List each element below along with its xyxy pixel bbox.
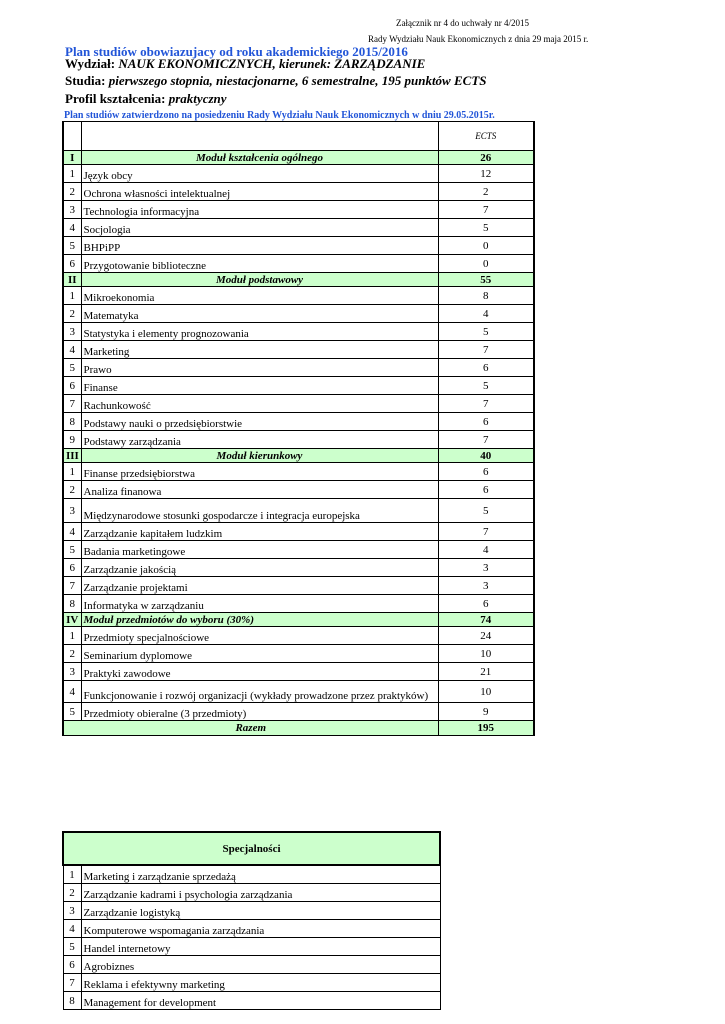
list-item xyxy=(63,884,440,902)
list-item xyxy=(63,920,440,938)
table-row xyxy=(63,201,534,219)
specialization-number: 7 xyxy=(63,974,81,992)
specialization-name: Handel internetowy xyxy=(81,938,440,956)
row-number: 3 xyxy=(63,499,81,523)
table-row xyxy=(63,413,534,431)
specialization-number: 5 xyxy=(63,938,81,956)
table-row xyxy=(63,219,534,237)
course-ects: 3 xyxy=(438,559,534,577)
table-row xyxy=(63,559,534,577)
table-row xyxy=(63,395,534,413)
table-header-row xyxy=(63,122,534,151)
course-name: Rachunkowość xyxy=(81,395,438,413)
row-number: 8 xyxy=(63,595,81,613)
course-name: Międzynarodowe stosunki gospodarcze i integracja europejska xyxy=(81,499,438,523)
row-number: 2 xyxy=(63,305,81,323)
course-name: Zarządzanie kapitałem ludzkim xyxy=(81,523,438,541)
course-ects: 0 xyxy=(438,255,534,273)
module-ects: 74 xyxy=(438,613,534,627)
course-name: Prawo xyxy=(81,359,438,377)
table-row xyxy=(63,627,534,645)
specialization-number: 8 xyxy=(63,992,81,1010)
course-ects: 7 xyxy=(438,341,534,359)
course-name: BHPiPP xyxy=(81,237,438,255)
course-ects: 7 xyxy=(438,431,534,449)
course-name: Finanse xyxy=(81,377,438,395)
course-ects: 24 xyxy=(438,627,534,645)
course-ects: 7 xyxy=(438,523,534,541)
table-row xyxy=(63,237,534,255)
course-ects: 4 xyxy=(438,305,534,323)
course-name: Przedmioty obieralne (3 przedmioty) xyxy=(81,703,438,721)
row-number: 3 xyxy=(63,201,81,219)
row-number: 3 xyxy=(63,663,81,681)
specializations-header-row xyxy=(63,832,440,865)
row-number: 6 xyxy=(63,377,81,395)
specialization-number: 2 xyxy=(63,884,81,902)
specializations-title: Specjalności xyxy=(63,832,440,865)
module-number: II xyxy=(63,273,81,287)
table-row xyxy=(63,255,534,273)
list-item xyxy=(63,992,440,1010)
specialization-name: Zarządzanie logistyką xyxy=(81,902,440,920)
module-ects: 40 xyxy=(438,449,534,463)
table-row xyxy=(63,481,534,499)
row-number: 3 xyxy=(63,323,81,341)
course-ects: 6 xyxy=(438,413,534,431)
row-number: 4 xyxy=(63,681,81,703)
row-number: 6 xyxy=(63,559,81,577)
course-name: Zarządzanie jakością xyxy=(81,559,438,577)
course-name: Język obcy xyxy=(81,165,438,183)
module-title: Moduł kierunkowy xyxy=(81,449,438,463)
table-row xyxy=(63,645,534,663)
course-ects: 5 xyxy=(438,499,534,523)
list-item xyxy=(63,938,440,956)
course-ects: 21 xyxy=(438,663,534,681)
course-ects: 7 xyxy=(438,201,534,219)
row-number: 7 xyxy=(63,395,81,413)
table-row xyxy=(63,703,534,721)
course-ects: 7 xyxy=(438,395,534,413)
course-name: Praktyki zawodowe xyxy=(81,663,438,681)
table-row xyxy=(63,463,534,481)
module-row xyxy=(63,613,534,627)
table-row xyxy=(63,577,534,595)
specialization-name: Reklama i efektywny marketing xyxy=(81,974,440,992)
course-name: Przedmioty specjalnościowe xyxy=(81,627,438,645)
row-number: 5 xyxy=(63,541,81,559)
table-row xyxy=(63,359,534,377)
row-number: 1 xyxy=(63,627,81,645)
course-ects: 12 xyxy=(438,165,534,183)
row-number: 1 xyxy=(63,287,81,305)
table-row xyxy=(63,165,534,183)
row-number: 5 xyxy=(63,237,81,255)
course-name: Technologia informacyjna xyxy=(81,201,438,219)
module-row xyxy=(63,449,534,463)
table-row xyxy=(63,541,534,559)
course-name: Statystyka i elementy prognozowania xyxy=(81,323,438,341)
table-row xyxy=(63,183,534,201)
faculty-label: Wydział: xyxy=(65,56,116,71)
course-ects: 6 xyxy=(438,359,534,377)
course-name: Funkcjonowanie i rozwój organizacji (wykłady prowadzone przez praktyków) xyxy=(81,681,438,703)
row-number: 4 xyxy=(63,341,81,359)
table-row xyxy=(63,431,534,449)
studies-line xyxy=(65,73,487,89)
table-row xyxy=(63,499,534,523)
course-ects: 2 xyxy=(438,183,534,201)
course-ects: 6 xyxy=(438,595,534,613)
faculty-line xyxy=(65,56,425,72)
table-row xyxy=(63,681,534,703)
row-number: 4 xyxy=(63,523,81,541)
row-number: 6 xyxy=(63,255,81,273)
specialization-name: Agrobiznes xyxy=(81,956,440,974)
row-number: 2 xyxy=(63,183,81,201)
course-name: Matematyka xyxy=(81,305,438,323)
specialization-name: Marketing i zarządzanie sprzedażą xyxy=(81,865,440,884)
table-row xyxy=(63,287,534,305)
studies-label: Studia: xyxy=(65,73,106,88)
profile-line xyxy=(65,91,227,107)
course-name: Ochrona własności intelektualnej xyxy=(81,183,438,201)
course-name: Podstawy zarządzania xyxy=(81,431,438,449)
row-number: 9 xyxy=(63,431,81,449)
specialization-number: 4 xyxy=(63,920,81,938)
specialization-number: 1 xyxy=(63,865,81,884)
course-name: Marketing xyxy=(81,341,438,359)
studies-value: pierwszego stopnia, niestacjonarne, 6 semestralne, 195 punktów ECTS xyxy=(108,73,487,88)
course-ects: 10 xyxy=(438,681,534,703)
list-item xyxy=(63,865,440,884)
module-ects: 55 xyxy=(438,273,534,287)
list-item xyxy=(63,956,440,974)
course-ects: 9 xyxy=(438,703,534,721)
resolution-note: Rady Wydziału Nauk Ekonomicznych z dnia 29 maja 2015 r. xyxy=(368,34,589,44)
course-name: Badania marketingowe xyxy=(81,541,438,559)
course-ects: 3 xyxy=(438,577,534,595)
course-ects: 6 xyxy=(438,481,534,499)
specialization-number: 6 xyxy=(63,956,81,974)
specializations-table xyxy=(62,831,441,1010)
row-number: 2 xyxy=(63,481,81,499)
list-item xyxy=(63,902,440,920)
module-number: III xyxy=(63,449,81,463)
module-number: IV xyxy=(63,613,81,627)
specialization-name: Zarządzanie kadrami i psychologia zarządzania xyxy=(81,884,440,902)
specialization-name: Komputerowe wspomagania zarządzania xyxy=(81,920,440,938)
total-row xyxy=(63,721,534,736)
plan-title: Plan studiów obowiazujacy od roku akademickiego 2015/2016 xyxy=(65,44,408,59)
specialization-name: Management for development xyxy=(81,992,440,1010)
course-ects: 0 xyxy=(438,237,534,255)
row-number: 5 xyxy=(63,359,81,377)
attachment-note: Załącznik nr 4 do uchwały nr 4/2015 xyxy=(396,18,529,28)
table-row xyxy=(63,305,534,323)
specialization-number: 3 xyxy=(63,902,81,920)
table-row xyxy=(63,595,534,613)
row-number: 1 xyxy=(63,463,81,481)
module-title: Moduł podstawowy xyxy=(81,273,438,287)
course-name: Informatyka w zarządzaniu xyxy=(81,595,438,613)
total-ects: 195 xyxy=(438,721,534,736)
approval-note: Plan studiów zatwierdzono na posiedzeniu Rady Wydziału Nauk Ekonomicznych w dniu 29.05.2015r. xyxy=(64,110,495,121)
row-number: 5 xyxy=(63,703,81,721)
module-title: Moduł przedmiotów do wyboru (30%) xyxy=(81,613,438,627)
study-plan-table xyxy=(62,121,535,736)
course-name: Podstawy nauki o przedsiębiorstwie xyxy=(81,413,438,431)
course-ects: 5 xyxy=(438,377,534,395)
course-name: Finanse przedsiębiorstwa xyxy=(81,463,438,481)
course-name: Analiza finanowa xyxy=(81,481,438,499)
course-name: Zarządzanie projektami xyxy=(81,577,438,595)
table-row xyxy=(63,523,534,541)
module-row xyxy=(63,273,534,287)
table-row xyxy=(63,663,534,681)
course-ects: 10 xyxy=(438,645,534,663)
course-name: Socjologia xyxy=(81,219,438,237)
row-number: 1 xyxy=(63,165,81,183)
faculty-value: NAUK EKONOMICZNYCH, kierunek: ZARZĄDZANIE xyxy=(118,56,426,71)
row-number: 7 xyxy=(63,577,81,595)
profile-label: Profil kształcenia: xyxy=(65,91,166,106)
course-name: Seminarium dyplomowe xyxy=(81,645,438,663)
course-name: Przygotowanie biblioteczne xyxy=(81,255,438,273)
course-ects: 6 xyxy=(438,463,534,481)
total-label: Razem xyxy=(63,721,438,736)
course-name: Mikroekonomia xyxy=(81,287,438,305)
list-item xyxy=(63,974,440,992)
course-ects: 5 xyxy=(438,219,534,237)
profile-value: praktyczny xyxy=(168,91,227,106)
table-row xyxy=(63,377,534,395)
row-number: 8 xyxy=(63,413,81,431)
course-ects: 4 xyxy=(438,541,534,559)
module-title: Moduł kształcenia ogólnego xyxy=(81,151,438,165)
table-row xyxy=(63,323,534,341)
module-row xyxy=(63,151,534,165)
ects-header: ECTS xyxy=(438,122,534,151)
row-number: 2 xyxy=(63,645,81,663)
course-ects: 8 xyxy=(438,287,534,305)
table-row xyxy=(63,341,534,359)
course-ects: 5 xyxy=(438,323,534,341)
module-number: I xyxy=(63,151,81,165)
module-ects: 26 xyxy=(438,151,534,165)
row-number: 4 xyxy=(63,219,81,237)
